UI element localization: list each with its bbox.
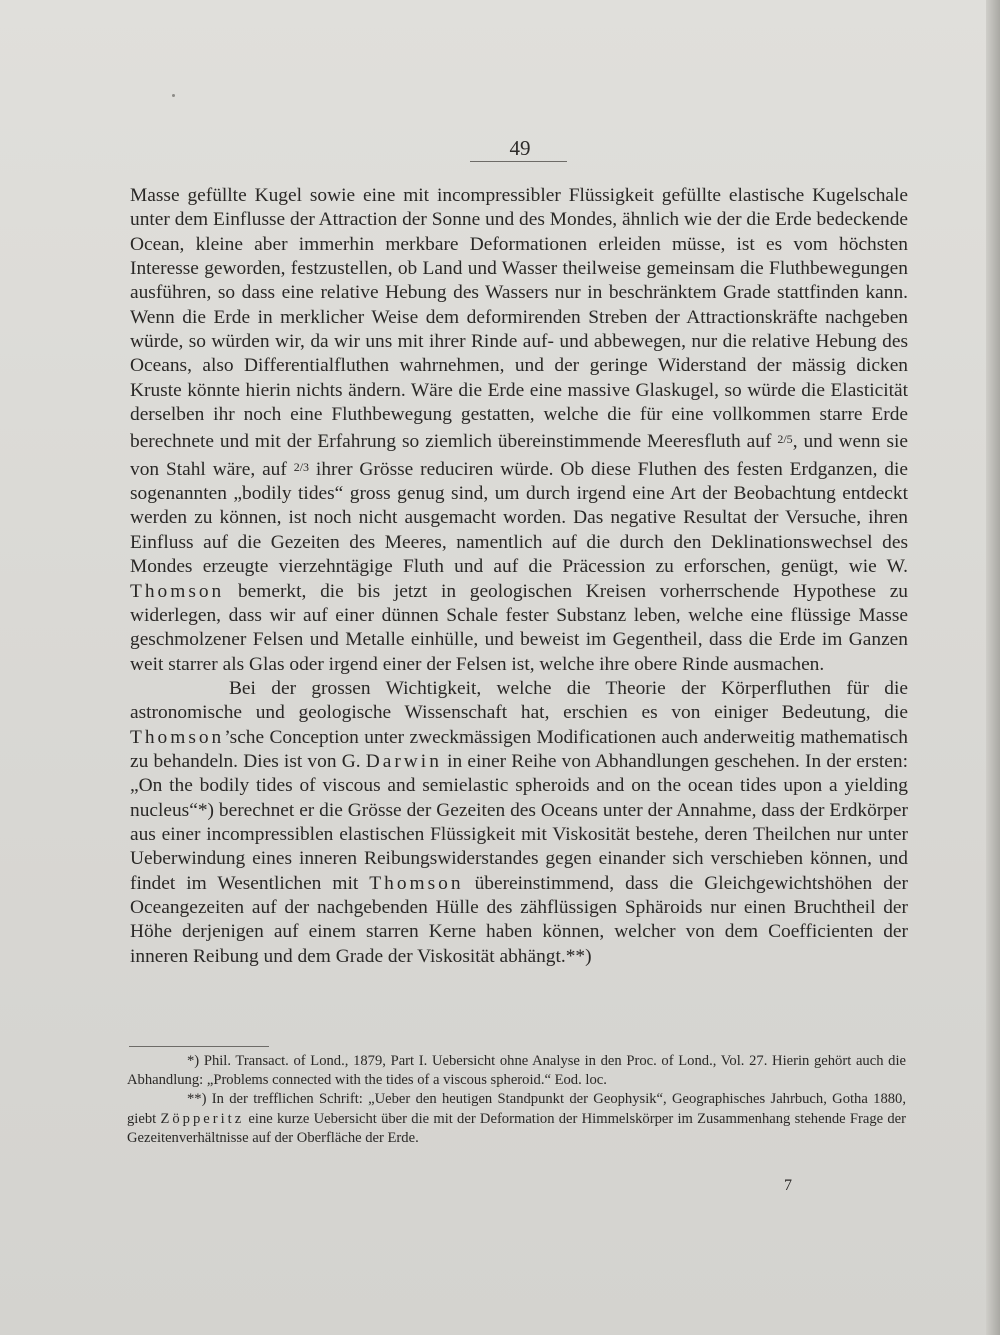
author-name: Thomson (130, 726, 225, 748)
footnote-1: *) Phil. Transact. of Lond., 1879, Part I. Uebersicht ohne Analyse in den Proc. of Lond., Vol. 27. Hierin gehört auch die Abhandlung: „Problems connected with the tides of a viscous spheroid.“ Eod. loc. (127, 1053, 906, 1089)
paper-speck (172, 94, 175, 97)
text-run: ihrer Grösse reduciren würde. Ob diese Fluthen des festen Erdganzen, die sogenannten „bodily tides“ gross genug sind, um durch irgend eine Art der Beobachtung entdeckt werden zu können, ist noch nicht ausgemacht worden. Das negative Resultat der Versuche, ihren Einfluss auf die Gezeiten des Meeres, namentlich auf die durch den Deklinationswechsel des Mondes erzeugte vierzehntägige Fluth und auf die Präcession zu erforschen, genügt, wie W. (130, 458, 908, 578)
footnotes (127, 1052, 906, 1148)
page-edge-shadow (986, 0, 1000, 1335)
author-name: Thomson (130, 580, 225, 602)
signature-mark: 7 (784, 1177, 792, 1194)
author-name: Thomson (369, 872, 464, 894)
text-run: , und wenn sie von Stahl wäre, auf (130, 431, 908, 480)
text-run: in einer Reihe von Abhandlungen geschehen. In der ersten: „On the bodily tides of viscous and semielastic spheroids and on the ocean tides upon a yielding nucleus“*) berechnet er die Grösse der Gezeiten des Oceans unter der Annahme, dass der Erdkörper aus einer incompressiblen elastischen Flüssigkeit mit Viskosität bestehe, deren Theilchen nur unter Ueberwindung eines inneren Reibungswiderstandes gegen einander sich verschieben können, und findet im Wesentlichen mit (130, 750, 908, 894)
text-run: übereinstimmend, dass die Gleichgewichtshöhen der Oceangezeiten auf der nachgebenden Hülle des zähflüssigen Sphäroids nur einen Bruchtheil der Höhe derjenigen auf einem starren Kerne haben können, welcher von dem Coefficienten der inneren Reibung und dem Grade der Viskosität abhängt.**) (130, 872, 908, 967)
footnote-rule (129, 1046, 269, 1047)
fraction: 2/3 (293, 459, 310, 474)
footnote-2 (127, 1090, 906, 1148)
text-run: Bei der grossen Wichtigkeit, welche die Theorie der Körperfluthen für die astronomische und geologische Wissenschaft hat, erschien es von einiger Bedeutung, die (130, 677, 908, 724)
text-run: ’sche Conception unter zweckmässigen Modificationen auch anderweitig mathematisch zu behandeln. Dies ist von G. (130, 726, 908, 772)
main-text (130, 184, 908, 969)
text-run: **) In der trefflichen Schrift: „Ueber den heutigen Standpunkt der Geophysik“, Geographisches Jahrbuch, Gotha 1880, giebt (127, 1091, 906, 1127)
page-number: 49 (509, 136, 531, 160)
author-name: Darwin (365, 750, 442, 772)
paragraph-1 (130, 184, 908, 677)
text-run: Masse gefüllte Kugel sowie eine mit incompressibler Flüssigkeit gefüllte elastische Kugelschale unter dem Einflusse der Attraction der Sonne und des Mondes, ähnlich wie der die Erde bedeckende Ocean, kleine aber immerhin merkbare Deformationen erleiden müsse, ist es vom höchsten Interesse geworden, festzustellen, ob Land und Wasser theilweise gemeinsam die Fluthbewegungen ausführen, so dass eine relative Hebung des Wassers nur in beschränktem Grade stattfinden kann. Wenn die Erde in merklicher Weise dem deformirenden Streben der Attractionskräfte nachgeben würde, so würden wir, da wir uns mit ihrer Rinde auf- und abbewegen, nur die relative Hebung des Oceans, also Differentialfluthen wahrnehmen, und der geringe Widerstand der mässig dicken Kruste könnte hierin nichts ändern. Wäre die Erde eine massive Glaskugel, so würde die Elasticität derselben ihr noch eine Fluthbewegung gestatten, welche die für eine vollkommen starre Erde berechnete und mit der Erfahrung so ziemlich übereinstimmende Meeresfluth auf (130, 185, 908, 453)
fraction: 2/5 (777, 432, 793, 447)
header-rule (470, 161, 567, 162)
text-run: bemerkt, die bis jetzt in geologischen Kreisen vorherrschende Hypothese zu widerlegen, dass wir auf einer dünnen Schale fester Substanz leben, welche eine flüssige Masse geschmolzener Felsen und Metalle einhülle, und beweist im Gegentheil, dass die Erde im Ganzen weit starrer als Glas oder irgend einer der Felsen ist, welche ihre obere Rinde ausmachen. (130, 580, 908, 675)
text-run: eine kurze Uebersicht über die mit der Deformation der Himmelskörper im Zusammenhang stehende Frage der Gezeitenverhältnisse auf der Oberfläche der Erde. (127, 1110, 906, 1146)
paragraph-2 (130, 677, 908, 969)
author-name: Zöpperitz (160, 1110, 245, 1127)
